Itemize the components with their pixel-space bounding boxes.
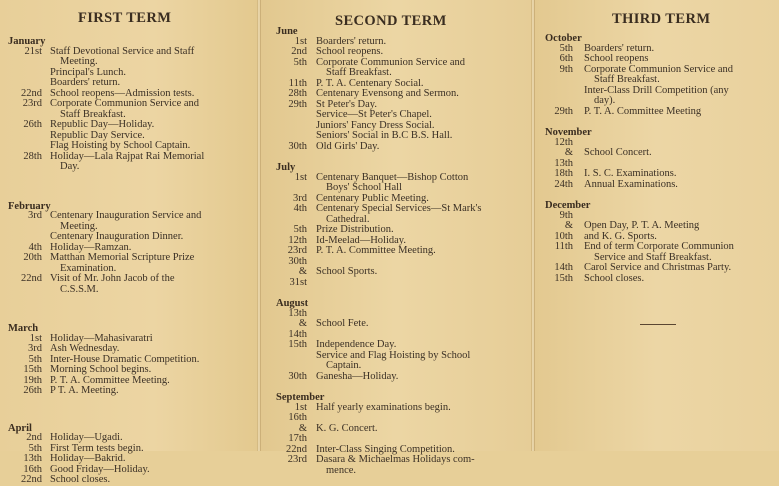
entry-text: First Term tests begin. [50,442,144,454]
entry-date: 13th [554,157,573,169]
entry-text: day). [594,95,616,106]
entry-date: 23rd [287,245,307,256]
entry-text: Staff Breakfast. [326,67,392,78]
month-heading: June [276,26,298,37]
entry-text: St Peter's Day. [316,98,377,110]
entry-date: 23rd [22,98,42,109]
entry-date: 14th [288,328,307,340]
entry-text: End of term Corporate Communion [584,241,734,252]
entry-date: 11th [554,241,573,252]
entry-date: 4th [28,241,42,253]
entry-text: School reopens [584,53,649,64]
entry-date: 9th [559,63,573,75]
entry-text: Flag Hoisting by School Captain. [50,140,191,151]
entry-text: Half yearly examinations begin. [316,401,451,413]
entry-text: Staff Breakfast. [60,108,126,120]
entry-date: 28th [23,150,42,162]
entry-text: Id-Meelad—Holiday. [316,234,406,246]
entry-text: and K. G. Sports. [584,230,657,242]
month-heading: November [545,127,592,138]
entry-date: 12th [554,136,573,148]
entry-text: Centenary Banquet—Bishop Cotton [316,171,469,183]
entry-text: Matthan Memorial Scripture Prize [50,252,195,263]
entry-text: Morning School begins. [50,364,152,375]
term-title: FIRST TERM [78,10,172,26]
entry-date: 6th [559,53,573,64]
entry-date: & [298,318,307,329]
entry-text: Centenary Special Services—St Mark's [316,203,482,214]
entry-text: Independence Day. [316,339,397,350]
entry-date: 30th [288,370,307,382]
entry-text: Inter-Class Singing Competition. [316,443,455,455]
entry-text: Visit of Mr. John Jacob of the [50,273,175,284]
entry-date: 22nd [286,443,307,455]
entry-date: 15th [23,364,42,375]
entry-date: 26th [23,119,42,130]
entry-date: 5th [28,442,42,454]
entry-text: Inter-Class Drill Competition (any [584,84,729,96]
entry-text: Principal's Lunch. [50,66,126,78]
month-heading: December [545,200,591,211]
entry-text: Holiday—Ugadi. [50,432,123,443]
entry-date: 31st [289,276,307,288]
entry-date: 26th [23,385,42,396]
entry-text: Ganesha—Holiday. [316,370,399,382]
entry-date: 3rd [28,210,42,221]
entry-date: 5th [293,224,307,235]
entry-date: 11th [288,77,307,89]
entry-text: Boys' School Hall [326,182,402,193]
entry-date: 3rd [293,192,307,204]
entry-date: 1st [294,171,307,183]
entry-date: 2nd [291,46,307,57]
entry-date: 1st [29,332,42,344]
entry-text: Examination. [60,262,117,274]
entry-date: 5th [28,353,42,365]
entry-date: 23rd [287,454,307,465]
entry-date: 5th [559,42,573,54]
entry-text: Corporate Communion Service and [316,56,466,68]
entry-text: Juniors' Fancy Dress Social. [316,119,435,131]
entry-date: 12th [288,234,307,246]
entry-text: P T. A. Meeting. [50,385,119,396]
entry-text: Holiday—Bakrid. [50,453,126,464]
entry-text: Corporate Communion Service and [584,63,734,75]
entry-text: Centenary Evensong and Sermon. [316,88,459,99]
entry-date: & [564,220,573,231]
closing-rule [640,324,676,325]
entry-text: Service and Staff Breakfast. [594,251,712,263]
entry-date: 17th [288,433,307,444]
entry-date: 22nd [21,273,42,284]
entry-text: Cathedral. [326,213,370,225]
month-heading: September [276,392,325,403]
entry-date: 21st [24,45,42,57]
entry-text: Prize Distribution. [316,224,394,235]
entry-text: Seniors' Social in B.C B.S. Hall. [316,130,453,141]
entry-text: School Concert. [584,147,652,158]
entry-text: Good Friday—Holiday. [50,463,150,475]
entry-text: mence. [326,464,357,476]
entry-date: 22nd [21,87,42,99]
entry-text: School reopens. [316,46,384,57]
entry-text: Staff Breakfast. [594,74,660,85]
entry-date: 29th [288,98,307,110]
entry-text: Boarders' return. [584,42,655,54]
entry-text: Holiday—Mahasivaratri [50,332,153,344]
entry-date: 28th [288,88,307,99]
entry-text: Ash Wednesday. [50,343,120,354]
entry-date: 20th [23,252,42,263]
entry-text: P. T. A. Committee Meeting. [316,245,436,256]
entry-text: P. T. A. Committee Meeting [584,105,702,117]
entry-text: Dasara & Michaelmas Holidays com- [316,454,475,465]
entry-text: Carol Service and Christmas Party. [584,262,732,273]
entry-text: Annual Examinations. [584,178,678,190]
month-heading: January [8,36,46,47]
entry-text: School closes. [50,474,111,485]
entry-text: P. T. A. Centenary Social. [316,77,424,89]
entry-date: 5th [293,56,307,68]
term-title: THIRD TERM [612,11,711,27]
entry-text: Holiday—Ramzan. [50,241,132,253]
entry-text: Service—St Peter's Chapel. [316,109,432,120]
entry-date: & [298,266,307,277]
entry-text: Open Day, P. T. A. Meeting [584,220,700,231]
entry-text: Boarders' return. [50,77,121,88]
entry-date: 30th [288,255,307,267]
entry-date: 13th [288,307,307,319]
entry-date: 10th [554,230,573,242]
entry-date: 13th [23,453,42,464]
entry-text: Corporate Communion Service and [50,98,200,109]
entry-date: 2nd [26,432,42,443]
entry-date: 15th [554,272,573,284]
entry-text: School reopens—Admission tests. [50,87,195,99]
entry-text: Centenary Inauguration Service and [50,210,202,221]
entry-date: 4th [293,203,307,214]
term-title: SECOND TERM [335,13,447,29]
entry-date: 29th [554,105,573,117]
month-heading: August [276,298,309,309]
entry-text: Republic Day Service. [50,129,145,141]
entry-date: 18th [554,168,573,179]
entry-date: 24th [554,178,573,190]
entry-text: School Sports. [316,266,378,277]
entry-text: Boarders' return. [316,35,387,47]
entry-date: 30th [288,140,307,152]
entry-date: 1st [294,35,307,47]
entry-text: School closes. [584,272,645,284]
entry-text: School Fete. [316,318,369,329]
entry-date: 16th [288,412,307,423]
entry-text: Inter-House Dramatic Competition. [50,353,200,365]
entry-text: K. G. Concert. [316,422,378,434]
entry-text: C.S.S.M. [60,283,99,295]
entry-text: Centenary Public Meeting. [316,192,429,204]
entry-date: 19th [23,374,42,386]
month-heading: February [8,200,51,212]
entry-text: Republic Day—Holiday. [50,119,155,130]
entry-date: 1st [294,401,307,413]
entry-text: Holiday—Lala Rajpat Rai Memorial [50,150,205,162]
entry-text: I. S. C. Examinations. [584,168,677,179]
entry-date: 16th [23,463,42,475]
entry-text: Captain. [326,360,362,371]
entry-date: 22nd [21,474,42,485]
entry-date: 3rd [28,343,42,354]
entry-date: & [564,147,573,158]
entry-text: Meeting. [60,56,98,67]
month-heading: October [545,33,582,44]
entry-text: Centenary Inauguration Dinner. [50,231,184,242]
entry-text: Service and Flag Hoisting by School [316,349,471,361]
entry-date: 15th [288,339,307,350]
entry-date: 9th [559,209,573,221]
month-heading: March [8,323,39,334]
entry-date: & [298,422,307,434]
entry-text: Staff Devotional Service and Staff [50,45,195,57]
entry-text: Old Girls' Day. [316,140,380,152]
month-heading: April [8,422,32,434]
month-heading: July [276,162,296,173]
entry-text: P. T. A. Committee Meeting. [50,374,170,386]
entry-date: 14th [554,262,573,273]
entry-text: Day. [60,161,80,172]
entry-text: Meeting. [60,220,98,232]
